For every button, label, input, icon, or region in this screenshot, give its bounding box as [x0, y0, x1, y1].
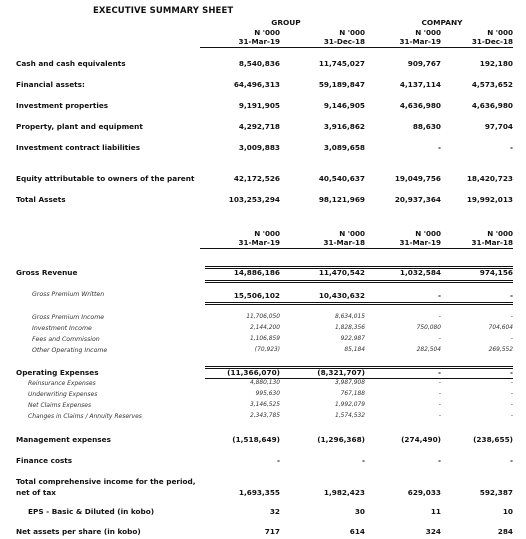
cell: 4,573,652	[471, 80, 513, 89]
row-label: Financial assets:	[16, 80, 85, 89]
header1-rule	[200, 47, 513, 48]
cell: 2,144,200	[250, 325, 280, 331]
header2-col2	[323, 229, 365, 247]
cell: -	[510, 413, 513, 419]
cell: 30	[354, 507, 365, 516]
cell: (1,296,368)	[317, 435, 365, 444]
cell: 192,180	[479, 59, 513, 68]
row-management-expenses	[0, 435, 526, 447]
cell: -	[438, 391, 441, 397]
header1-col4	[472, 28, 513, 46]
row-label: Total Assets	[16, 195, 66, 204]
row-label: Reinsurance Expenses	[28, 380, 96, 387]
cell: -	[509, 368, 513, 377]
row-net-assets-per-share	[0, 527, 526, 539]
row-label: Property, plant and equipment	[16, 122, 143, 131]
operating-expenses-bottom-rule	[205, 378, 513, 379]
cell: 103,253,294	[228, 195, 280, 204]
row-total-comprehensive-income	[0, 476, 526, 500]
row-changes-in-claims	[0, 413, 526, 425]
cell: 11,706,050	[246, 314, 280, 320]
cell: 324	[425, 527, 441, 536]
row-label	[16, 476, 196, 498]
row-label: Net Claims Expenses	[28, 402, 92, 409]
cell: 85,184	[344, 347, 365, 353]
cell: -	[438, 380, 441, 386]
cell: 1,982,423	[323, 488, 365, 497]
cell: 629,033	[407, 488, 441, 497]
row-label: Underwriting Expenses	[28, 391, 98, 398]
cell: 1,032,584	[399, 268, 441, 277]
cell: -	[437, 368, 441, 377]
cell: -	[509, 143, 513, 152]
cell: 3,009,883	[238, 143, 280, 152]
cell: 4,137,114	[399, 80, 441, 89]
row-label: Net assets per share (in kobo)	[16, 527, 141, 536]
cell: 4,880,130	[250, 380, 280, 386]
row-label: Investment properties	[16, 101, 109, 110]
cell: -	[510, 402, 513, 408]
cell: 1,106,859	[250, 336, 280, 342]
cell: 282,504	[416, 347, 441, 353]
cell: 10,430,632	[318, 291, 365, 300]
header-unit: N '000	[415, 229, 441, 238]
header-date: 31-Mar-18	[471, 238, 513, 247]
cell: -	[509, 456, 513, 465]
row-other-operating-income	[0, 347, 526, 359]
header-unit: N '000	[487, 229, 513, 238]
cell: 3,146,525	[250, 402, 280, 408]
cell: 59,189,847	[318, 80, 365, 89]
cell: -	[438, 402, 441, 408]
cell: (238,655)	[473, 435, 513, 444]
cell: -	[438, 413, 441, 419]
cell: -	[438, 314, 441, 320]
row-label: Fees and Commission	[32, 336, 100, 343]
cell: 614	[349, 527, 365, 536]
cell: 269,552	[488, 347, 513, 353]
header-date: 31-Dec-18	[471, 37, 513, 46]
cell: 98,121,969	[318, 195, 365, 204]
row-gross-revenue	[0, 268, 526, 280]
header-date: 31-Mar-19	[399, 37, 441, 46]
header-date: 31-Mar-19	[399, 238, 441, 247]
header-date: 31-Mar-19	[238, 37, 280, 46]
cell: 19,992,013	[466, 195, 513, 204]
cell: 1,693,355	[238, 488, 280, 497]
row-label: Management expenses	[16, 435, 111, 444]
cell: -	[510, 391, 513, 397]
cell: 3,089,658	[323, 143, 365, 152]
cell: 1,828,356	[335, 325, 365, 331]
header-unit: N '000	[487, 28, 513, 37]
header-date: 31-Mar-18	[323, 238, 365, 247]
cell: 284	[497, 527, 513, 536]
header1-col3	[399, 28, 441, 46]
cell: 11,470,542	[318, 268, 365, 277]
cell: 717	[264, 527, 280, 536]
cell: 2,343,785	[250, 413, 280, 419]
cell: 11,745,027	[318, 59, 365, 68]
header-unit: N '000	[254, 229, 280, 238]
cell: -	[510, 336, 513, 342]
cell: -	[276, 456, 280, 465]
row-financial-assets	[0, 80, 526, 92]
header-date: 31-Dec-18	[323, 37, 365, 46]
cell: (274,490)	[401, 435, 441, 444]
cell: 4,292,718	[238, 122, 280, 131]
cell: 42,172,526	[233, 174, 280, 183]
cell: -	[361, 456, 365, 465]
cell: -	[510, 314, 513, 320]
cell: 4,636,980	[471, 101, 513, 110]
cell: -	[510, 380, 513, 386]
header1-col1	[238, 28, 280, 46]
gross-revenue-bottom-rule	[205, 280, 513, 283]
cell: 922,987	[340, 336, 365, 342]
cell: 14,886,186	[233, 268, 280, 277]
cell: 767,188	[340, 391, 365, 397]
cell: 909,767	[407, 59, 441, 68]
row-label: EPS - Basic & Diluted (in kobo)	[28, 507, 155, 516]
row-eps	[0, 507, 526, 519]
sheet-title: EXECUTIVE SUMMARY SHEET	[93, 6, 234, 16]
cell: -	[437, 143, 441, 152]
cell: 3,987,908	[335, 380, 365, 386]
row-label: Finance costs	[16, 456, 73, 465]
cell: -	[438, 336, 441, 342]
row-label: Equity attributable to owners of the parent	[16, 174, 195, 183]
header2-col4	[471, 229, 513, 247]
cell: 15,506,102	[233, 291, 280, 300]
header-unit: N '000	[339, 229, 365, 238]
cell: 18,420,723	[466, 174, 513, 183]
header-date: 31-Mar-19	[238, 238, 280, 247]
cell: (8,321,707)	[317, 368, 365, 377]
cell: 704,604	[488, 325, 513, 331]
header1-col2	[324, 28, 365, 46]
row-label: Cash and cash equivalents	[16, 59, 126, 68]
cell: 20,937,364	[394, 195, 441, 204]
cell: 995,630	[255, 391, 280, 397]
row-label: Investment contract liabilities	[16, 143, 141, 152]
header-unit: N '000	[339, 28, 365, 37]
cell: 9,146,905	[323, 101, 365, 110]
cell: -	[437, 291, 441, 300]
row-total-assets	[0, 195, 526, 207]
cell: 3,916,862	[323, 122, 365, 131]
row-label: Gross Revenue	[16, 268, 78, 277]
row-investment-properties	[0, 101, 526, 113]
gross-premium-rule	[205, 302, 513, 305]
cell: 64,496,313	[233, 80, 280, 89]
company-header: COMPANY	[421, 18, 463, 27]
cell: 32	[269, 507, 280, 516]
cell: 1,992,079	[335, 402, 365, 408]
cell: 9,191,905	[238, 101, 280, 110]
cell: (1,518,649)	[232, 435, 280, 444]
cell: 1,574,532	[335, 413, 365, 419]
row-label: Gross Premium Written	[32, 291, 105, 298]
header-unit: N '000	[254, 28, 280, 37]
cell: 40,540,637	[318, 174, 365, 183]
row-label: Operating Expenses	[16, 368, 99, 377]
cell: 10	[502, 507, 513, 516]
cell: 11	[430, 507, 441, 516]
cell: -	[509, 291, 513, 300]
cell: 974,156	[479, 268, 513, 277]
row-label: Other Operating Income	[32, 347, 108, 354]
cell: 592,387	[479, 488, 513, 497]
group-header: GROUP	[271, 18, 301, 27]
header2-rule	[200, 248, 513, 249]
row-label: Investment Income	[32, 325, 92, 332]
cell: (11,366,070)	[227, 368, 280, 377]
row-property-plant	[0, 122, 526, 134]
row-investment-contract	[0, 143, 526, 155]
cell: 4,636,980	[399, 101, 441, 110]
cell: 97,704	[484, 122, 513, 131]
row-label-line2: net of tax	[16, 488, 57, 497]
row-finance-costs	[0, 456, 526, 468]
row-label: Gross Premium Income	[32, 314, 105, 321]
row-equity	[0, 174, 526, 186]
row-cash	[0, 59, 526, 71]
cell: 750,080	[416, 325, 441, 331]
header-unit: N '000	[415, 28, 441, 37]
cell: 88,630	[412, 122, 441, 131]
cell: -	[437, 456, 441, 465]
cell: 8,634,015	[335, 314, 365, 320]
cell: (70,923)	[254, 347, 280, 353]
header2-col1	[238, 229, 280, 247]
header2-col3	[399, 229, 441, 247]
cell: 19,049,756	[394, 174, 441, 183]
row-label: Changes in Claims / Annuity Reserves	[28, 413, 142, 420]
cell: 8,540,836	[238, 59, 280, 68]
row-label-line1: Total comprehensive income for the period,	[16, 477, 196, 486]
